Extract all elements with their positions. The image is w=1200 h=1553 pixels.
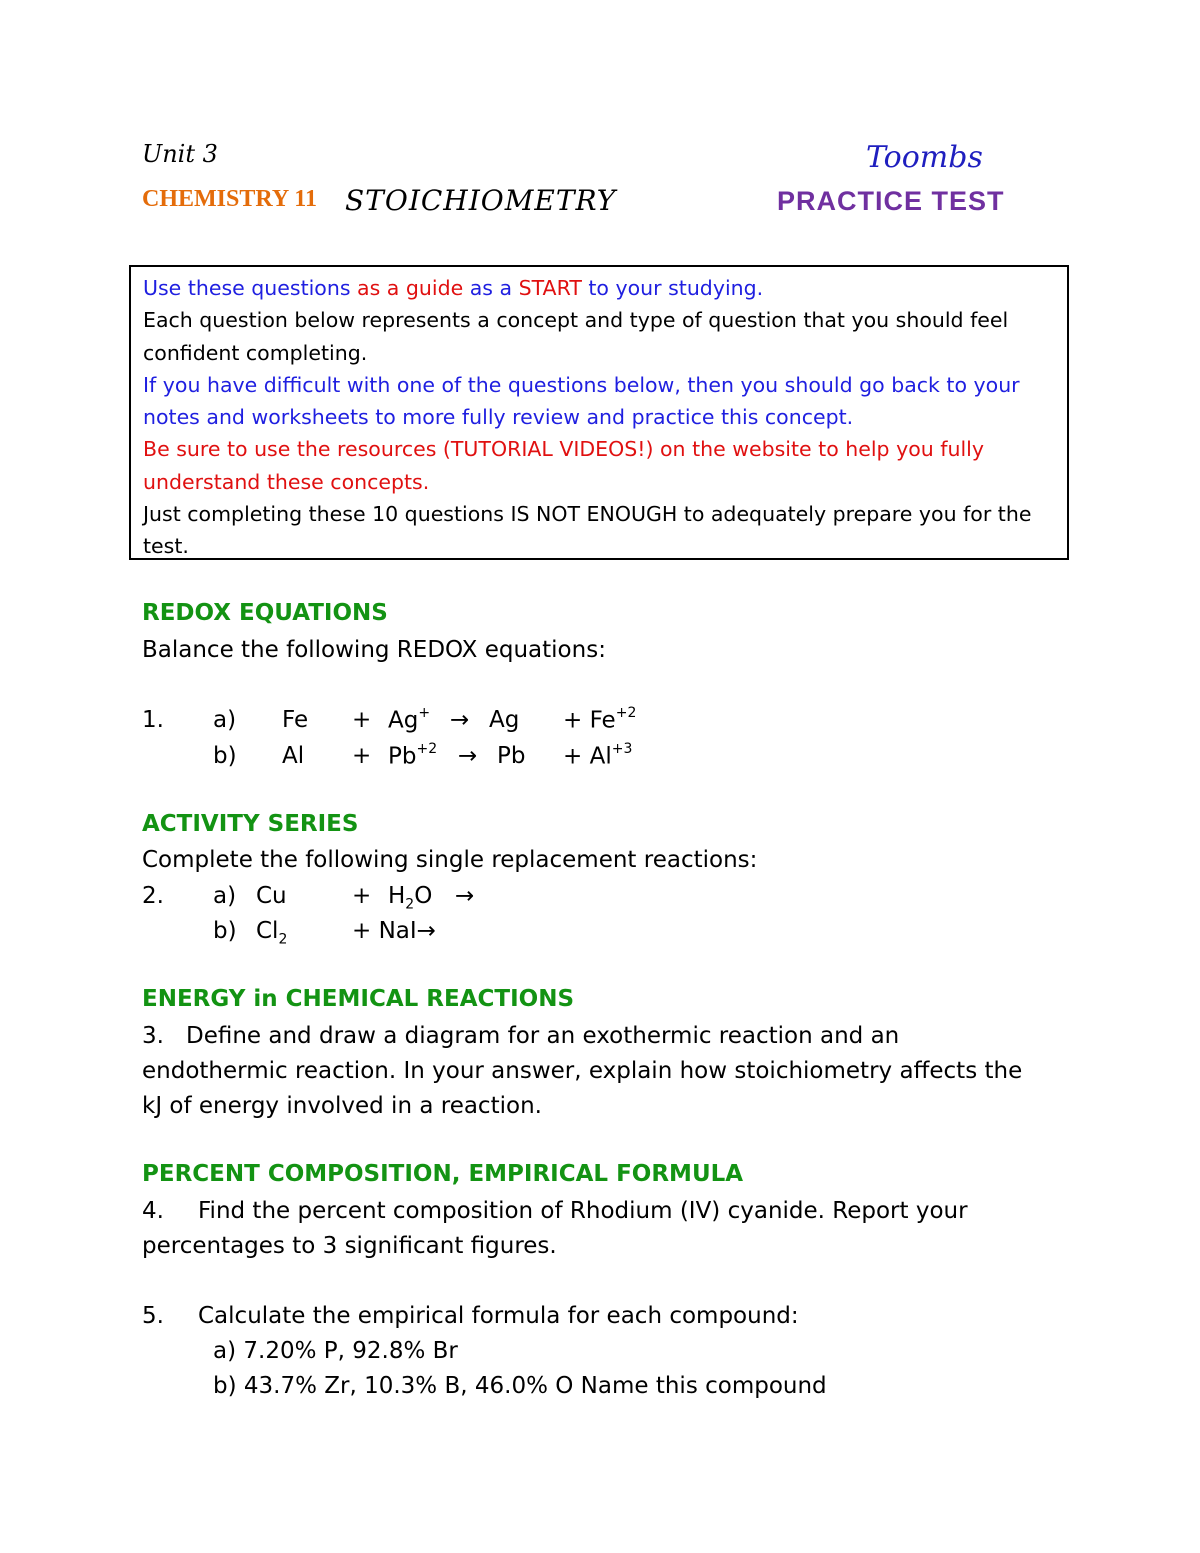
guide-text: as a (469, 276, 513, 300)
question-5-part-b: b) 43.7% Zr, 10.3% B, 46.0% O Name this compound (213, 1373, 827, 1399)
product: Ag (489, 707, 520, 733)
plus-sign: + (352, 883, 372, 909)
reactant: Al (282, 743, 305, 769)
arrow-icon: → (455, 883, 475, 909)
guide-line-1 (143, 272, 1057, 304)
guide-box (129, 265, 1069, 560)
test-type: PRACTICE TEST (777, 186, 1005, 216)
part-label: a) (213, 883, 237, 909)
guide-line-4: Be sure to use the resources (TUTORIAL VIDEOS!) on the website to help you fully understand these concepts. (143, 437, 985, 494)
arrow-icon: → (450, 707, 470, 733)
reactant: + NaI→ (352, 918, 436, 944)
section-title-percent: PERCENT COMPOSITION, EMPIRICAL FORMULA (142, 1161, 744, 1187)
part-label: b) (213, 918, 237, 944)
part-label: b) (213, 743, 237, 769)
redox-prompt: Balance the following REDOX equations: (142, 637, 606, 663)
plus-sign: + (352, 743, 372, 769)
product: + $Al^{+3}$ (563, 741, 633, 770)
guide-text: to your studying. (588, 276, 764, 300)
arrow-icon: → (458, 743, 478, 769)
question-5-part-a: a) 7.20% P, 92.8% Br (213, 1338, 458, 1364)
guide-text: as a guide (357, 276, 464, 300)
question-5-text: Calculate the empirical formula for each compound: (198, 1303, 799, 1329)
product: + $Fe^{+2}$ (563, 705, 637, 734)
reactant: $H_2O$ (388, 883, 433, 913)
reactant: Fe (282, 707, 309, 733)
reactant: Cu (256, 883, 287, 909)
activity-prompt: Complete the following single replacement reactions: (142, 847, 758, 873)
question-4: 4. Find the percent composition of Rhodium (IV) cyanide. Report your percentages to 3 significant figures. (142, 1198, 968, 1259)
author-name: Toombs (866, 140, 983, 175)
unit-label: Unit 3 (142, 140, 218, 168)
plus-sign: + (352, 707, 372, 733)
question-number: 5. (142, 1303, 164, 1329)
part-label: a) (213, 707, 237, 733)
section-title-energy: ENERGY in CHEMICAL REACTIONS (142, 986, 575, 1012)
question-3: 3. Define and draw a diagram for an exothermic reaction and an endothermic reaction. In your answer, explain how stoichiometry affects the kJ of energy involved in a reaction. (142, 1023, 1023, 1119)
section-title-redox: REDOX EQUATIONS (142, 600, 388, 626)
guide-text: Use these questions (143, 276, 351, 300)
guide-line-2: Each question below represents a concept and type of question that you should feel confident completing. (143, 308, 1009, 365)
question-number: 1. (142, 707, 164, 733)
guide-line-3: If you have difficult with one of the questions below, then you should go back to your notes and worksheets to more fully review and practice this concept. (143, 372, 1020, 430)
product: Pb (497, 743, 526, 769)
reactant: $Pb^{+2}$ (388, 741, 438, 770)
guide-line-5: Just completing these 10 questions IS NOT ENOUGH to adequately prepare you for the test. (143, 502, 1032, 559)
guide-text: START (518, 276, 582, 300)
reactant: Ag+ (388, 705, 431, 734)
reactant: $Cl_2$ (256, 918, 288, 948)
subject-title: STOICHIOMETRY (345, 184, 617, 217)
course-title: CHEMISTRY 11 (142, 186, 317, 212)
question-number: 2. (142, 883, 164, 909)
section-title-activity: ACTIVITY SERIES (142, 811, 359, 837)
